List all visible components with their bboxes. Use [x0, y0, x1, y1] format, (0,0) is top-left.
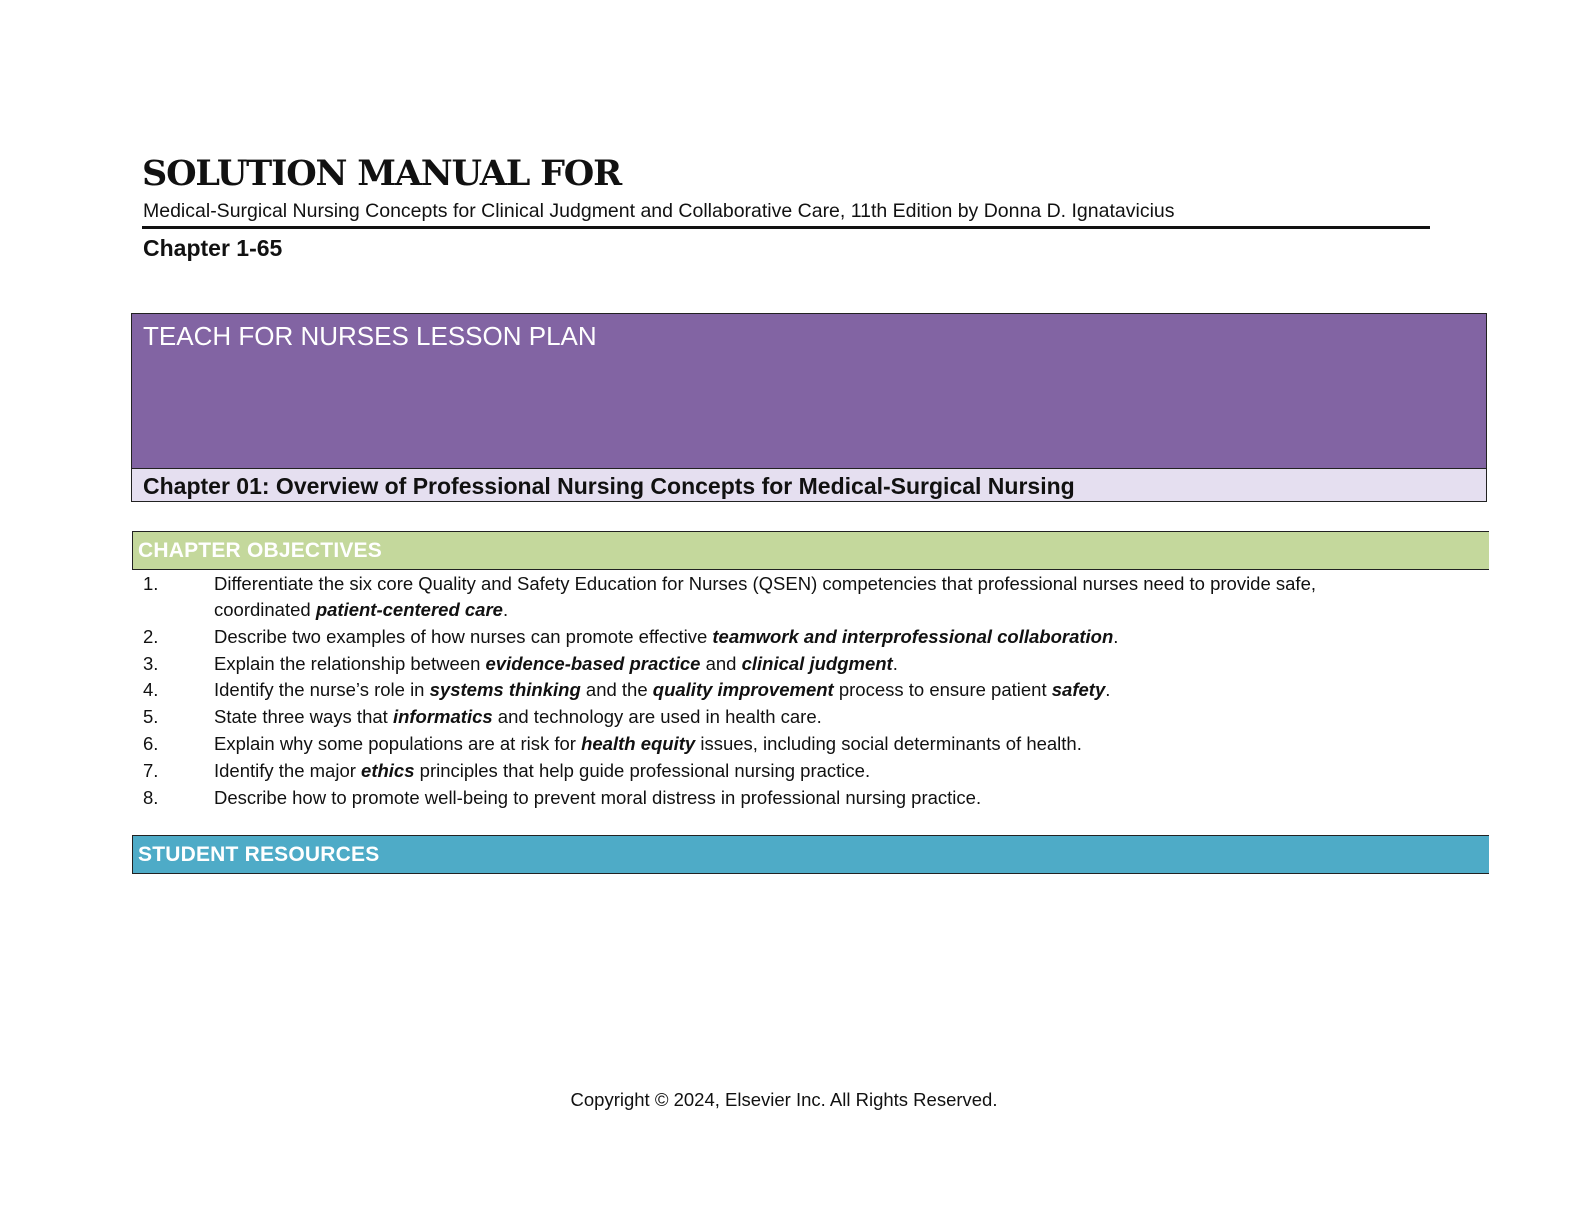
objective-number: 8.	[143, 787, 159, 808]
objective-number: 7.	[143, 760, 159, 781]
objective-number: 1.	[143, 573, 159, 594]
objective-number: 6.	[143, 733, 159, 754]
chapter-objectives-header	[132, 531, 1489, 570]
lesson-chapter-row	[132, 469, 1486, 501]
list-item	[0, 677, 1584, 704]
student-resources-header	[132, 835, 1489, 874]
objective-text: Identify the major ethics principles that help guide professional nursing practice.	[214, 760, 871, 781]
objective-text: Explain why some populations are at risk for health equity issues, including social determinants of health.	[214, 733, 1082, 754]
objective-number: 2.	[143, 626, 159, 647]
title-divider	[142, 226, 1430, 229]
copyright-footer: Copyright © 2024, Elsevier Inc. All Rights Reserved.	[570, 1089, 998, 1110]
list-item	[0, 785, 1584, 812]
lesson-plan-box	[131, 313, 1487, 502]
list-item	[0, 624, 1584, 651]
objective-number: 5.	[143, 706, 159, 727]
objective-text: Describe two examples of how nurses can promote effective teamwork and interprofessional collaboration.	[214, 626, 1119, 647]
objective-text: Identify the nurse’s role in systems thinking and the quality improvement process to ensure patient safety.	[214, 679, 1111, 700]
objective-text: Describe how to promote well-being to prevent moral distress in professional nursing practice.	[214, 787, 982, 808]
objective-text: Explain the relationship between evidence-based practice and clinical judgment.	[214, 653, 898, 674]
list-item-continuation	[0, 597, 1584, 624]
objective-text: coordinated patient-centered care.	[214, 599, 509, 620]
chapter-range: Chapter 1-65	[143, 235, 283, 261]
lesson-plan-title: TEACH FOR NURSES LESSON PLAN	[143, 321, 597, 351]
document-title: SOLUTION MANUAL FOR	[142, 153, 621, 194]
list-item	[0, 731, 1584, 758]
objective-text: State three ways that informatics and technology are used in health care.	[214, 706, 822, 727]
document-subtitle: Medical-Surgical Nursing Concepts for Clinical Judgment and Collaborative Care, 11th Edition by Donna D. Ignatavicius	[143, 200, 1175, 222]
lesson-plan-header	[132, 314, 1486, 469]
list-item	[0, 651, 1584, 678]
lesson-chapter-title: Chapter 01: Overview of Professional Nursing Concepts for Medical-Surgical Nursing	[143, 473, 1075, 499]
list-item	[0, 571, 1584, 598]
objective-text: Differentiate the six core Quality and Safety Education for Nurses (QSEN) competencies that professional nurses need to provide safe,	[214, 573, 1317, 594]
objective-number: 3.	[143, 653, 159, 674]
student-resources-heading: STUDENT RESOURCES	[138, 843, 380, 866]
list-item	[0, 704, 1584, 731]
objective-number: 4.	[143, 679, 159, 700]
list-item	[0, 758, 1584, 785]
chapter-objectives-heading: CHAPTER OBJECTIVES	[138, 539, 382, 562]
